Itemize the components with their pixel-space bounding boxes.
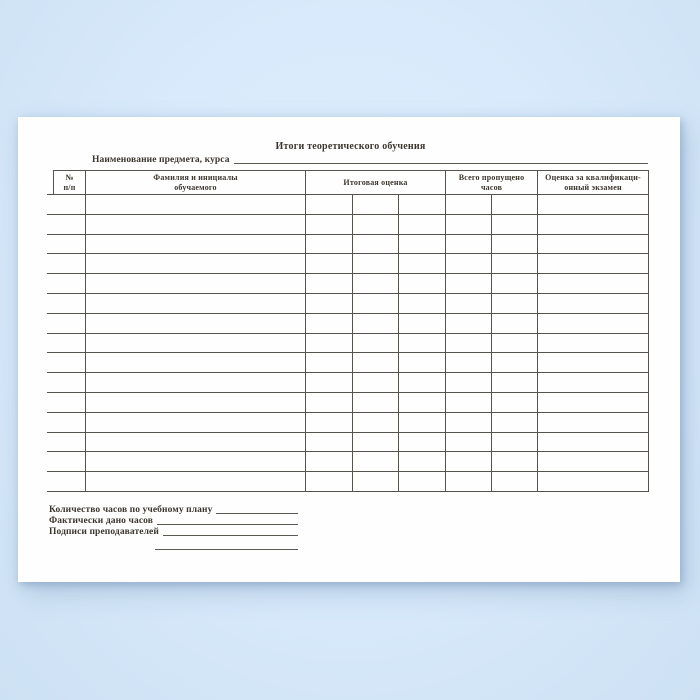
empty-cell [306, 353, 353, 373]
empty-cell [353, 472, 399, 492]
empty-cell [353, 452, 399, 472]
empty-cell [399, 412, 446, 432]
empty-cell [538, 432, 649, 452]
empty-cell [86, 274, 306, 294]
table-row [54, 353, 649, 373]
empty-cell [86, 472, 306, 492]
table-row [54, 472, 649, 492]
empty-cell [446, 254, 492, 274]
empty-cell [446, 313, 492, 333]
empty-cell [538, 353, 649, 373]
empty-cell [54, 392, 86, 412]
empty-cell [538, 333, 649, 353]
empty-cell [306, 432, 353, 452]
empty-cell [399, 452, 446, 472]
hours-given-row [49, 515, 298, 526]
empty-cell [54, 412, 86, 432]
empty-cell [492, 333, 538, 353]
empty-cell [86, 293, 306, 313]
hours-per-plan-blank-line [216, 513, 298, 514]
empty-cell [86, 195, 306, 215]
empty-cell [446, 392, 492, 412]
empty-cell [306, 195, 353, 215]
empty-cell [399, 214, 446, 234]
column-header-student-name: Фамилия и инициалы обучаемого [86, 171, 306, 195]
empty-cell [538, 214, 649, 234]
empty-cell [353, 195, 399, 215]
empty-cell [353, 234, 399, 254]
empty-cell [492, 373, 538, 393]
table-header-row [54, 171, 649, 195]
empty-cell [353, 214, 399, 234]
empty-cell [538, 472, 649, 492]
empty-cell [86, 452, 306, 472]
empty-cell [54, 373, 86, 393]
table-row [54, 214, 649, 234]
empty-cell [353, 293, 399, 313]
empty-cell [492, 214, 538, 234]
empty-cell [353, 274, 399, 294]
empty-cell [399, 254, 446, 274]
subject-course-blank-line [234, 163, 648, 164]
teacher-signature-blank-line-2 [155, 549, 298, 550]
empty-cell [86, 432, 306, 452]
empty-cell [399, 353, 446, 373]
empty-cell [446, 293, 492, 313]
empty-cell [54, 254, 86, 274]
empty-cell [538, 452, 649, 472]
empty-cell [492, 313, 538, 333]
empty-cell [54, 195, 86, 215]
empty-cell [54, 313, 86, 333]
empty-cell [446, 373, 492, 393]
empty-cell [538, 234, 649, 254]
empty-cell [306, 254, 353, 274]
teacher-signature-blank-line-1 [163, 535, 298, 536]
empty-cell [446, 432, 492, 452]
empty-cell [306, 373, 353, 393]
empty-cell [306, 313, 353, 333]
empty-cell [399, 274, 446, 294]
empty-cell [86, 412, 306, 432]
empty-cell [353, 353, 399, 373]
empty-cell [54, 432, 86, 452]
empty-cell [399, 392, 446, 412]
empty-cell [86, 214, 306, 234]
table-body [54, 195, 649, 492]
empty-cell [446, 234, 492, 254]
footer-block [49, 504, 298, 551]
empty-cell [353, 333, 399, 353]
empty-cell [306, 234, 353, 254]
table-row [54, 234, 649, 254]
empty-cell [306, 214, 353, 234]
empty-cell [399, 373, 446, 393]
teacher-signatures-label: Подписи преподавателей [49, 527, 159, 537]
empty-cell [306, 274, 353, 294]
empty-cell [492, 195, 538, 215]
empty-cell [538, 195, 649, 215]
empty-cell [538, 274, 649, 294]
empty-cell [492, 293, 538, 313]
table-row [54, 313, 649, 333]
table-row [54, 274, 649, 294]
empty-cell [492, 254, 538, 274]
empty-cell [399, 432, 446, 452]
empty-cell [306, 293, 353, 313]
empty-cell [538, 373, 649, 393]
empty-cell [538, 313, 649, 333]
empty-cell [353, 432, 399, 452]
table-row [54, 373, 649, 393]
form-title: Итоги теоретического обучения [275, 141, 426, 152]
empty-cell [353, 313, 399, 333]
empty-cell [399, 472, 446, 492]
teacher-signatures-row-2 [49, 540, 298, 551]
table-row [54, 432, 649, 452]
empty-cell [353, 373, 399, 393]
empty-cell [399, 195, 446, 215]
empty-cell [492, 472, 538, 492]
empty-cell [54, 293, 86, 313]
table-row [54, 254, 649, 274]
empty-cell [86, 333, 306, 353]
results-table [53, 170, 649, 492]
empty-cell [306, 333, 353, 353]
column-header-missed-hours: Всего пропущено часов [446, 171, 538, 195]
empty-cell [538, 293, 649, 313]
empty-cell [446, 353, 492, 373]
empty-cell [54, 214, 86, 234]
empty-cell [538, 412, 649, 432]
hours-given-blank-line [157, 524, 298, 525]
hours-per-plan-row [49, 504, 298, 515]
subject-course-row [92, 155, 648, 165]
empty-cell [54, 472, 86, 492]
empty-cell [538, 254, 649, 274]
empty-cell [399, 293, 446, 313]
empty-cell [492, 274, 538, 294]
column-header-row-number: № п/п [54, 171, 86, 195]
empty-cell [446, 452, 492, 472]
teacher-signatures-row [49, 526, 298, 537]
empty-cell [306, 452, 353, 472]
empty-cell [353, 412, 399, 432]
empty-cell [446, 333, 492, 353]
empty-cell [446, 195, 492, 215]
table-row [54, 293, 649, 313]
empty-cell [538, 392, 649, 412]
empty-cell [399, 333, 446, 353]
empty-cell [54, 274, 86, 294]
empty-cell [399, 313, 446, 333]
table-row [54, 333, 649, 353]
empty-cell [446, 472, 492, 492]
empty-cell [54, 333, 86, 353]
empty-cell [54, 353, 86, 373]
empty-cell [86, 373, 306, 393]
scanned-form-page [18, 117, 680, 582]
empty-cell [399, 234, 446, 254]
hours-per-plan-label: Количество часов по учебному плану [49, 505, 213, 515]
empty-cell [446, 412, 492, 432]
empty-cell [54, 452, 86, 472]
empty-cell [86, 313, 306, 333]
empty-cell [353, 392, 399, 412]
empty-cell [306, 472, 353, 492]
table-row [54, 392, 649, 412]
empty-cell [446, 214, 492, 234]
empty-cell [306, 392, 353, 412]
column-header-qualification-exam: Оценка за квалификаци- онный экзамен [538, 171, 649, 195]
empty-cell [86, 353, 306, 373]
table-row [54, 412, 649, 432]
empty-cell [492, 353, 538, 373]
empty-cell [306, 412, 353, 432]
empty-cell [446, 274, 492, 294]
empty-cell [492, 432, 538, 452]
table-row [54, 195, 649, 215]
empty-cell [492, 234, 538, 254]
empty-cell [353, 254, 399, 274]
empty-cell [492, 392, 538, 412]
empty-cell [86, 254, 306, 274]
empty-cell [86, 392, 306, 412]
empty-cell [492, 452, 538, 472]
column-header-final-grade: Итоговая оценка [306, 171, 446, 195]
empty-cell [492, 412, 538, 432]
table-row [54, 452, 649, 472]
empty-cell [54, 234, 86, 254]
subject-course-label: Наименование предмета, курса [92, 155, 230, 165]
empty-cell [86, 234, 306, 254]
hours-given-label: Фактически дано часов [49, 516, 153, 526]
